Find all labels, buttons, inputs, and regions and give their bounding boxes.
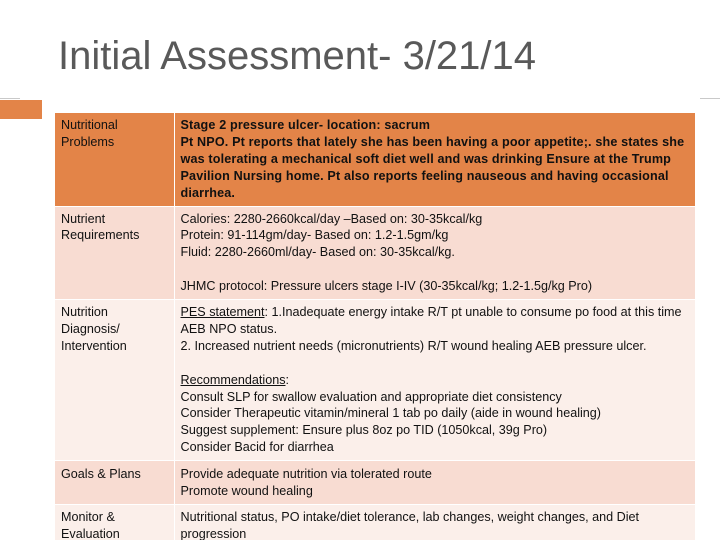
pes-heading: PES statement: [180, 305, 265, 320]
assessment-table: [55, 113, 695, 540]
title-rule-left: [0, 98, 20, 99]
row-label-nutrient-requirements: Nutrient Requirements: [55, 206, 174, 300]
recommendation-item: Consider Bacid for diarrhea: [180, 440, 334, 455]
protein-line: Protein: 91-114gm/day- Based on: 1.2-1.5gm/kg: [180, 228, 449, 243]
recommendations-heading: Recommendations: [180, 372, 286, 387]
table-row-nutritional-problems: [55, 113, 695, 206]
pes-line-1: : 1.Inadequate energy intake R/T pt unable to consume po food at this time AEB NPO status.: [180, 305, 682, 336]
row-label-goals-plans: Goals & Plans: [55, 461, 174, 505]
recommendation-item: Consult SLP for swallow evaluation and appropriate diet consistency: [180, 389, 562, 404]
recommendations-heading-line: [181, 372, 690, 389]
row-value-nutrition-diagnosis: [174, 300, 695, 461]
row-label-nutrition-diagnosis: Nutrition Diagnosis/ Intervention: [55, 300, 174, 461]
slide-title: Initial Assessment- 3/21/14: [58, 34, 537, 78]
row-value-nutrient-requirements: [174, 206, 695, 300]
row-value-nutritional-problems: [174, 113, 695, 206]
row-value-goals-plans: [174, 461, 695, 505]
table-row-monitor-evaluation: [55, 505, 695, 540]
recommendations-colon: :: [285, 372, 289, 387]
assessment-table-container: [55, 113, 695, 540]
fluid-line: Fluid: 2280-2660ml/day- Based on: 30-35kcal/kg.: [180, 245, 455, 260]
protocol-line: JHMC protocol: Pressure ulcers stage I-IV (30-35kcal/kg; 1.2-1.5g/kg Pro): [180, 279, 593, 294]
pes-statement: [181, 304, 690, 338]
row-value-monitor-evaluation: Nutritional status, PO intake/diet tolerance, lab changes, weight changes, and Diet progression: [174, 505, 695, 540]
row-label-nutritional-problems: Nutritional Problems: [55, 113, 174, 206]
goal-line: Provide adequate nutrition via tolerated route: [180, 467, 432, 482]
nutritional-problems-text: Stage 2 pressure ulcer- location: sacrum Pt NPO. Pt reports that lately she has been having a poor appetite;. she states she was tolerating a mechanical soft diet well and was drinking Ensure at the Trump Pavilion Nursing home. Pt also reports feeling nauseous and having occasional diarrhea.: [180, 118, 685, 200]
spacer: [181, 355, 690, 372]
pes-line-2: 2. Increased nutrient needs (micronutrients) R/T wound healing AEB pressure ulcer.: [180, 338, 647, 353]
table-row-nutrition-diagnosis: [55, 300, 695, 461]
accent-bar: [0, 100, 42, 119]
table-row-goals-plans: [55, 461, 695, 505]
table-row-nutrient-requirements: [55, 206, 695, 300]
recommendation-item: Consider Therapeutic vitamin/mineral 1 tab po daily (aide in wound healing): [180, 406, 601, 421]
title-rule-right: [700, 98, 720, 99]
goal-line: Promote wound healing: [180, 484, 313, 499]
row-label-monitor-evaluation: Monitor & Evaluation: [55, 505, 174, 540]
calories-line: Calories: 2280-2660kcal/day –Based on: 30-35kcal/kg: [180, 211, 483, 226]
recommendation-item: Suggest supplement: Ensure plus 8oz po TID (1050kcal, 39g Pro): [180, 423, 548, 438]
spacer: [181, 261, 690, 278]
